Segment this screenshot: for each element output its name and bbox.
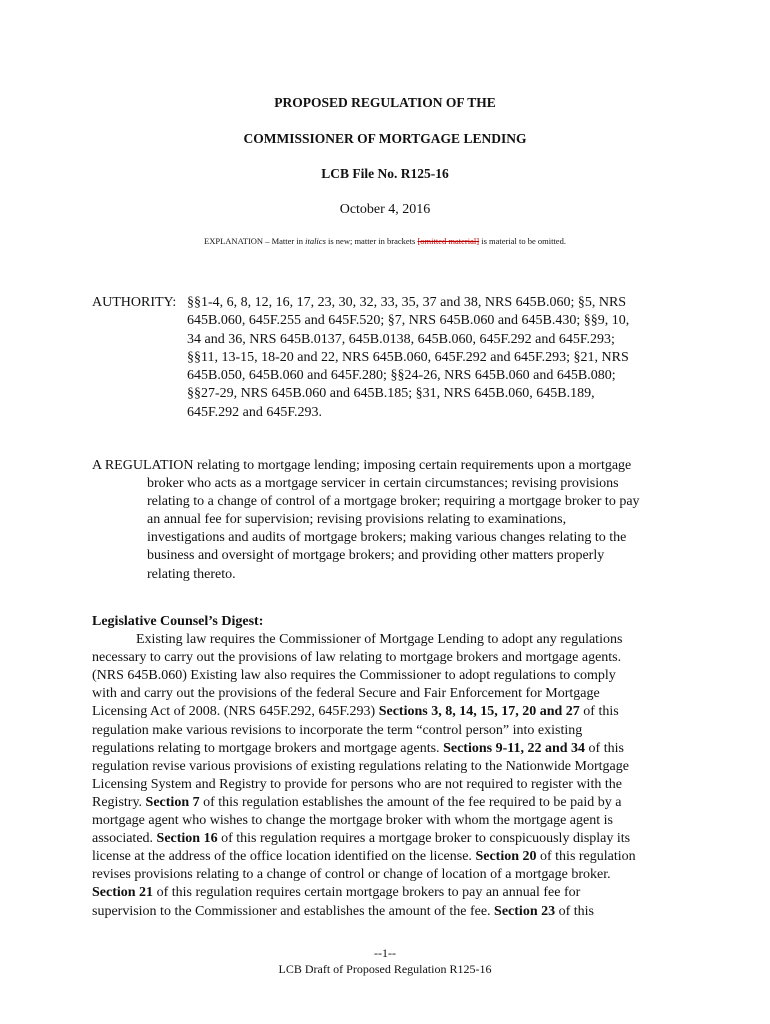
digest-text: of this — [579, 704, 619, 720]
section-reference: Sections 9-11, 22 and 34 — [443, 740, 586, 756]
regulation-line: an annual fee for supervision; revising provisions relating to examinations, — [147, 512, 567, 528]
digest-line — [92, 631, 692, 649]
explanation-middle: is new; matter in brackets — [325, 236, 418, 246]
authority-line: §§11, 13-15, 18-20 and 22, NRS 645B.060, 645F.292 and 645F.293; §21, NRS — [187, 349, 629, 365]
digest-text: associated. — [92, 831, 157, 847]
authority-line: 645B.060, 645F.255 and 645F.520; §7, NRS 645B.060 and 645B.430; §§9, 10, — [187, 313, 630, 329]
digest-line — [92, 740, 692, 758]
digest-text: (NRS 645B.060) Existing law also requires the Commissioner to adopt regulations to comply — [92, 668, 616, 684]
digest-line — [92, 667, 692, 685]
authority-line: 34 and 36, NRS 645B.0137, 645B.0138, 645B.060, 645F.292 and 645F.293; — [187, 331, 615, 347]
digest-text: of this regulation establishes the amount of the fee required to be paid by a — [199, 794, 622, 810]
regulation-line: business and oversight of mortgage brokers; and providing other matters properly — [147, 548, 605, 564]
digest-line — [92, 703, 692, 721]
authority-text — [187, 294, 687, 422]
title-line-2: COMMISSIONER OF MORTGAGE LENDING — [243, 131, 527, 146]
section-reference: Section 23 — [494, 903, 556, 919]
section-reference: Section 20 — [475, 849, 537, 865]
regulation-summary — [92, 457, 692, 584]
digest-text: with and carry out the provisions of the federal Secure and Fair Enforcement for Mortgage — [92, 686, 600, 702]
regulation-line: A REGULATION relating to mortgage lending; imposing certain requirements upon a mortgage — [92, 458, 632, 473]
explanation-omitted: [omitted material] — [417, 236, 480, 246]
regulation-line: relating to a change of control of a mortgage broker; requiring a mortgage broker to pay — [147, 494, 640, 510]
section-reference: Sections 3, 8, 14, 15, 17, 20 and 27 — [378, 704, 580, 720]
authority-line: 645B.050, 645B.060 and 645F.280; §§24-26, NRS 645B.060 and 645B.080; — [187, 368, 616, 384]
digest-line — [92, 812, 692, 830]
explanation-note — [0, 236, 770, 246]
footer-draft-label: LCB Draft of Proposed Regulation R125-16 — [278, 962, 492, 976]
digest-line — [92, 794, 692, 812]
digest-text: supervision to the Commissioner and establishes the amount of the fee. — [92, 903, 495, 919]
digest-line — [92, 776, 692, 794]
title-line-1: PROPOSED REGULATION OF THE — [274, 95, 496, 110]
regulation-line: relating thereto. — [147, 566, 236, 582]
document-date: October 4, 2016 — [339, 202, 431, 217]
digest-text: regulations relating to mortgage brokers and mortgage agents. — [92, 740, 444, 756]
page-number: --1-- — [374, 946, 396, 960]
digest-line — [92, 903, 692, 921]
digest-text: of this regulation requires a mortgage broker to conspicuously display its — [217, 831, 631, 847]
authority-label: AUTHORITY: — [92, 295, 177, 310]
digest-line — [92, 884, 692, 902]
file-number: LCB File No. R125-16 — [321, 166, 449, 181]
explanation-prefix: EXPLANATION – Matter in — [204, 236, 306, 246]
digest-text: Existing law requires the Commissioner of Mortgage Lending to adopt any regulations — [136, 632, 623, 648]
regulation-line: investigations and audits of mortgage brokers; making various changes relating to the — [147, 530, 627, 546]
digest-text: regulation revise various provisions of existing regulations relating to the Nationwide Mortgage — [92, 758, 629, 774]
digest-text: necessary to carry out the provisions of law relating to mortgage brokers and mortgage agents. — [92, 650, 622, 666]
digest-body — [92, 631, 692, 921]
authority-line: §§27-29, NRS 645B.060 and 645B.185; §31, NRS 645B.060, 645B.189, — [187, 386, 595, 402]
authority-line: 645F.292 and 645F.293. — [187, 404, 323, 420]
section-reference: Section 21 — [92, 885, 154, 901]
digest-text: Licensing System and Registry to provide for persons who are not required to register with the — [92, 776, 622, 792]
digest-text: Licensing Act of 2008. (NRS 645F.292, 645F.293) — [92, 704, 379, 720]
digest-text: Registry. — [92, 794, 146, 810]
digest-line — [92, 722, 692, 740]
digest-text: license at the address of the office location identified on the license. — [92, 849, 476, 865]
digest-text: of this — [555, 903, 594, 919]
digest-line — [92, 758, 692, 776]
digest-heading: Legislative Counsel’s Digest: — [92, 614, 264, 629]
digest-line — [92, 848, 692, 866]
digest-line — [92, 685, 692, 703]
authority-line: §§1-4, 6, 8, 12, 16, 17, 23, 30, 32, 33, 35, 37 and 38, NRS 645B.060; §5, NRS — [187, 295, 627, 310]
explanation-suffix: is material to be omitted. — [479, 236, 566, 246]
digest-text: of this — [585, 740, 624, 756]
section-reference: Section 16 — [156, 831, 218, 847]
digest-line — [92, 649, 692, 667]
explanation-italics: italics — [305, 236, 326, 246]
digest-text: revises provisions relating to a change of control or change of location of a mortgage broker. — [92, 867, 611, 883]
regulation-line: broker who acts as a mortgage servicer in certain circumstances; revising provisions — [147, 476, 619, 492]
digest-line — [92, 830, 692, 848]
digest-text: mortgage agent who wishes to change the mortgage broker with whom the mortgage agent is — [92, 813, 613, 829]
legislative-digest — [92, 613, 692, 921]
digest-text: regulation make various revisions to incorporate the term “control person” into existing — [92, 722, 583, 738]
digest-text: of this regulation — [536, 849, 636, 865]
digest-text: of this regulation requires certain mortgage brokers to pay an annual fee for — [153, 885, 581, 901]
digest-line — [92, 866, 692, 884]
section-reference: Section 7 — [145, 794, 200, 810]
